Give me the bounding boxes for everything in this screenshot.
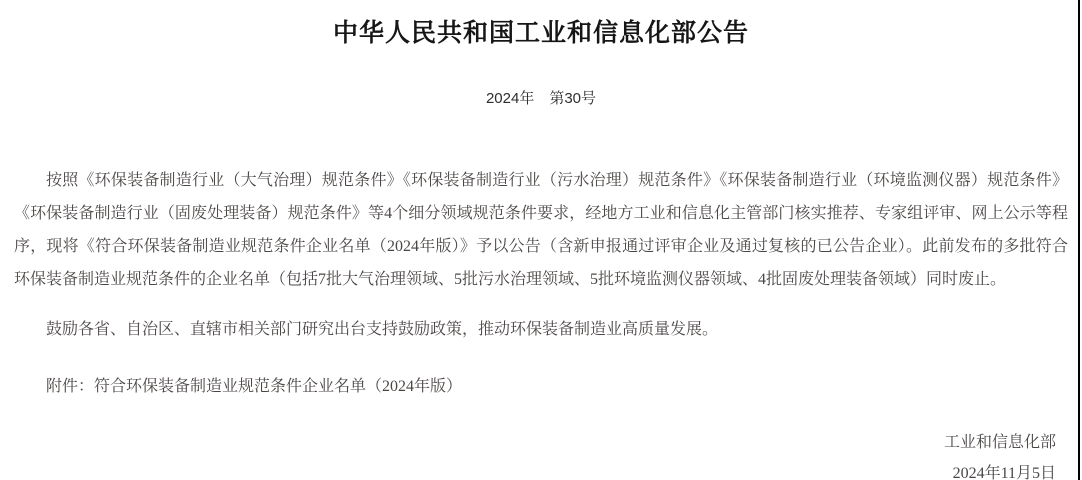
signature-block (14, 427, 1068, 480)
doc-number: 2024年 第30号 (485, 90, 597, 107)
page-right-border (1078, 0, 1080, 480)
body-paragraph-2: 鼓励各省、自治区、直辖市相关部门研究出台支持鼓励政策，推动环保装备制造业高质量发展。 (46, 321, 719, 338)
signer-name: 工业和信息化部 (943, 434, 1056, 451)
attachment-line: 附件：符合环保装备制造业规范条件企业名单（2024年版） (46, 378, 463, 395)
page-title: 中华人民共和国工业和信息化部公告 (332, 19, 749, 47)
announcement-content (0, 18, 1082, 480)
body-paragraph-1: 按照《环保装备制造行业（大气治理）规范条件》《环保装备制造行业（污水治理）规范条件》《环保装备制造行业（环境监测仪器）规范条件》《环保装备制造行业（固废处理装备）规范条件》等4个细分领域规范条件要求，经地方工业和信息化主管部门核实推荐、专家组评审、网上公示等程序，现将《符合环保装备制造业规范条件企业名单（2024年版）》予以公告（含新申报通过评审企业及通过复核的已公告企业）。此前发布的多批符合环保装备制造业规范条件的企业名单（包括7批大气治理领域、5批污水治理领域、5批环境监测仪器领域、4批固废处理装备领域）同时废止。 (14, 172, 1068, 288)
publish-date: 2024年11月5日 (952, 465, 1056, 480)
